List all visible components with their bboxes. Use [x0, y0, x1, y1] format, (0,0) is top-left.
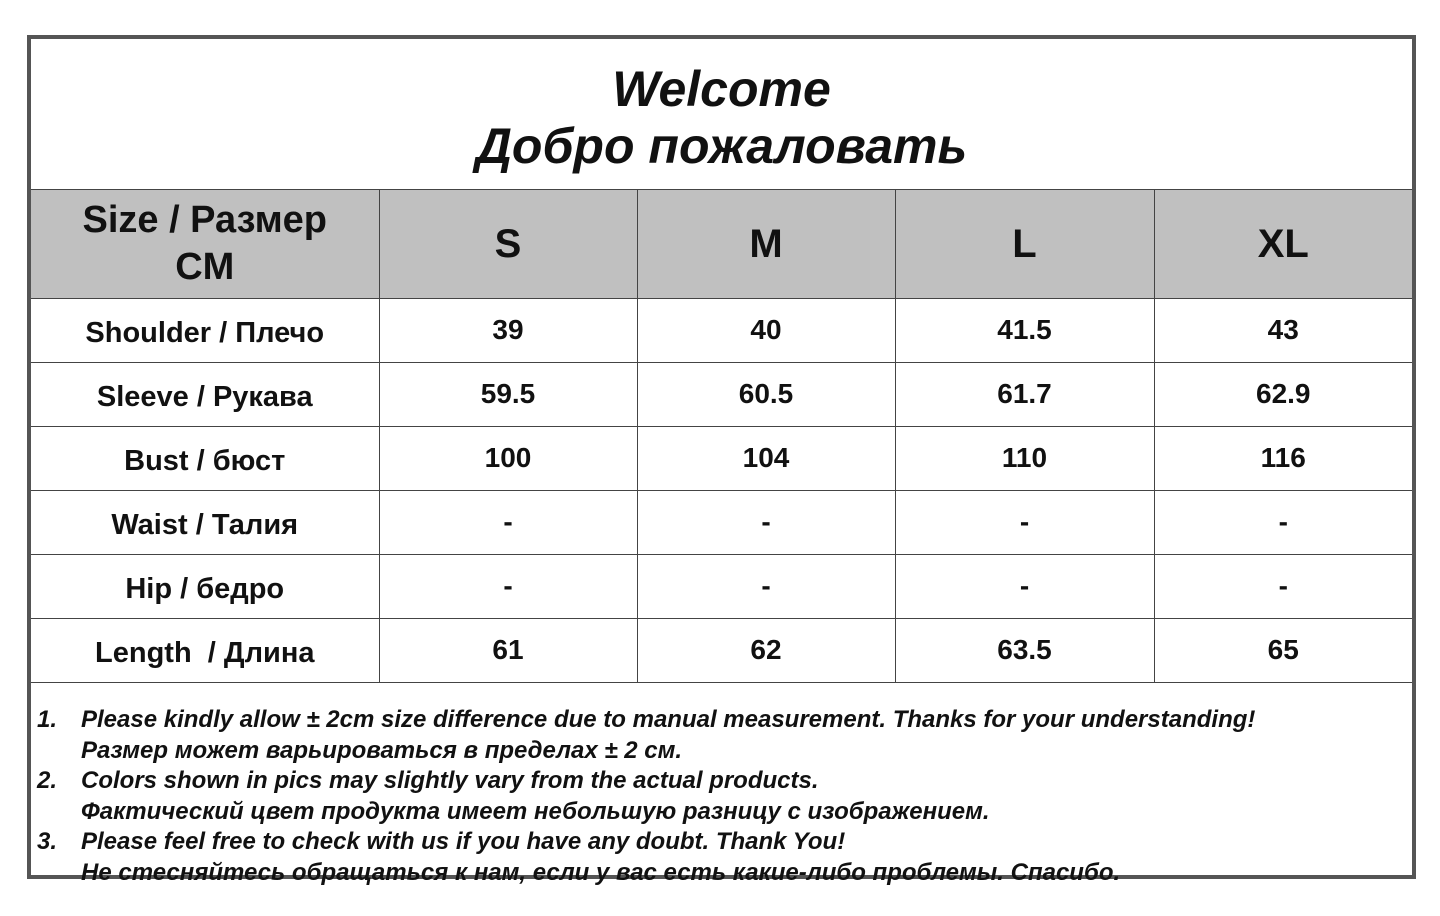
- table-cell: 62.9: [1154, 363, 1412, 427]
- note-text-english: Colors shown in pics may slightly vary from the actual products.: [81, 767, 819, 794]
- notes-list: [31, 683, 1412, 888]
- note-text-english: Please kindly allow ± 2cm size difference due to manual measurement. Thanks for your understanding!: [81, 706, 1256, 733]
- table-row: [31, 491, 1412, 555]
- table-cell: 39: [379, 299, 637, 363]
- title-block: [31, 39, 1412, 189]
- table-cell: 43: [1154, 299, 1412, 363]
- row-label-hip: Hip / бедро: [31, 555, 379, 619]
- table-cell: 116: [1154, 427, 1412, 491]
- title-russian: Добро пожаловать: [475, 118, 968, 174]
- note-item: [37, 827, 1412, 888]
- note-text-russian: Не стесняйтесь обращаться к нам, если у вас есть какие-либо проблемы. Спасибо.: [81, 858, 1121, 886]
- table-row: [31, 619, 1412, 683]
- size-corner-cell: [31, 190, 379, 299]
- note-text-russian: Размер может варьироваться в пределах ± 2 см.: [81, 736, 683, 764]
- note-number: 1.: [37, 706, 58, 733]
- table-cell: 110: [895, 427, 1154, 491]
- table-cell: -: [1154, 555, 1412, 619]
- row-label-waist: Waist / Талия: [31, 491, 379, 555]
- table-row: [31, 363, 1412, 427]
- size-header-xl: XL: [1154, 190, 1412, 299]
- table-cell: 104: [637, 427, 895, 491]
- row-label-sleeve: Sleeve / Рукава: [31, 363, 379, 427]
- note-text-english: Please feel free to check with us if you have any doubt. Thank You!: [81, 828, 846, 855]
- table-cell: 41.5: [895, 299, 1154, 363]
- note-text-russian: Фактический цвет продукта имеет небольшую разницу с изображением.: [81, 797, 990, 825]
- table-row: [31, 427, 1412, 491]
- table-cell: -: [895, 491, 1154, 555]
- size-table: [31, 189, 1412, 683]
- table-cell: 40: [637, 299, 895, 363]
- table-cell: 100: [379, 427, 637, 491]
- table-cell: -: [895, 555, 1154, 619]
- table-cell: 60.5: [637, 363, 895, 427]
- size-header-row: [31, 190, 1412, 299]
- row-label-bust: Bust / бюст: [31, 427, 379, 491]
- table-cell: 63.5: [895, 619, 1154, 683]
- note-item: [37, 766, 1412, 827]
- size-corner-label: Size / Размер: [82, 199, 328, 241]
- size-unit-label: CM: [175, 246, 235, 288]
- table-cell: 61: [379, 619, 637, 683]
- table-row: [31, 299, 1412, 363]
- note-item: [37, 705, 1412, 766]
- row-label-shoulder: Shoulder / Плечо: [31, 299, 379, 363]
- title-english: Welcome: [612, 61, 831, 117]
- table-row: [31, 555, 1412, 619]
- note-number: 2.: [37, 767, 58, 794]
- table-cell: 62: [637, 619, 895, 683]
- row-label-length: Length / Длина: [31, 619, 379, 683]
- table-cell: 65: [1154, 619, 1412, 683]
- size-header-s: S: [379, 190, 637, 299]
- table-cell: -: [379, 491, 637, 555]
- table-cell: 61.7: [895, 363, 1154, 427]
- table-cell: 59.5: [379, 363, 637, 427]
- table-cell: -: [379, 555, 637, 619]
- size-header-m: M: [637, 190, 895, 299]
- table-cell: -: [637, 491, 895, 555]
- size-chart-frame: [27, 35, 1416, 886]
- table-cell: -: [1154, 491, 1412, 555]
- table-cell: -: [637, 555, 895, 619]
- size-header-l: L: [895, 190, 1154, 299]
- note-number: 3.: [37, 828, 58, 855]
